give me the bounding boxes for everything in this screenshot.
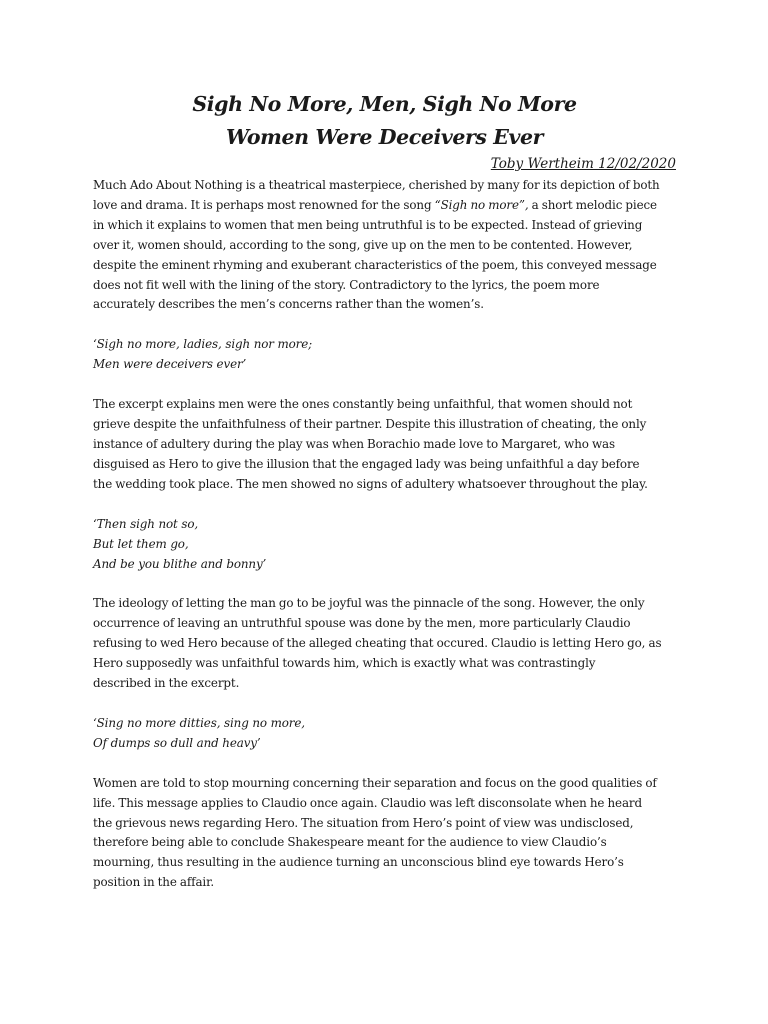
body-paragraph-4 xyxy=(93,774,676,893)
lyric-line: ‘Then sigh not so, xyxy=(93,516,199,531)
lyric-line: ‘Sing no more ditties, sing no more, xyxy=(93,715,305,730)
lyric-line: Of dumps so dull and heavy’ xyxy=(93,735,261,750)
lyric-quote-2 xyxy=(93,515,676,575)
text-line: occurrence of leaving an untruthful spouse was done by the men, more particularly Claudio xyxy=(93,616,631,631)
lyric-quote-1 xyxy=(93,335,676,375)
lyric-line: ʻSigh no more, ladies, sigh nor more; xyxy=(93,337,313,352)
text-line: described in the excerpt. xyxy=(93,676,240,691)
text-line: grieve despite the unfaithfulness of their partner. Despite this illustration of cheating, the only xyxy=(93,417,647,432)
text-line: Much Ado About Nothing is a theatrical masterpiece, cherished by many for its depiction of both xyxy=(93,178,660,192)
title-line-2: Women Were Deceivers Ever xyxy=(225,125,544,149)
text-line: despite the eminent rhyming and exuberant characteristics of the poem, this conveyed message xyxy=(93,257,657,272)
intro-paragraph xyxy=(93,176,676,315)
lyric-line: But let them go, xyxy=(93,536,189,551)
text-line: The excerpt explains men were the ones constantly being unfaithful, that women should not xyxy=(93,397,633,412)
text-line: disguised as Hero to give the illusion that the engaged lady was being unfaithful a day before xyxy=(93,456,640,471)
text-line: the wedding took place. The men showed no signs of adultery whatsoever throughout the play. xyxy=(93,476,648,491)
text-line: therefore being able to conclude Shakespeare meant for the audience to view Claudio’s xyxy=(93,835,607,850)
text-line: instance of adultery during the play was when Borachio made love to Margaret, who was xyxy=(93,436,615,451)
document-title xyxy=(93,88,676,154)
text-segment: love and drama. It is perhaps most renowned for the song xyxy=(93,197,435,212)
body-paragraph-3 xyxy=(93,594,676,694)
text-line: Hero supposedly was unfaithful towards him, which is exactly what was contrastingly xyxy=(93,656,596,671)
text-line: the grievous news regarding Hero. The situation from Hero’s point of view was undisclosed, xyxy=(93,815,634,830)
lyric-quote-3 xyxy=(93,714,676,754)
song-title-quote: “Sigh no more”, xyxy=(434,197,529,212)
text-line: position in the affair. xyxy=(93,875,215,890)
lyric-line: And be you blithe and bonny’ xyxy=(93,556,267,571)
author-date-byline: Toby Wertheim 12/02/2020 xyxy=(490,156,676,172)
text-line: refusing to wed Hero because of the alleged cheating that occured. Claudio is letting Hero go, as xyxy=(93,636,662,651)
lyric-line: Men were deceivers ever’ xyxy=(93,357,247,372)
text-line: Women are told to stop mourning concerning their separation and focus on the good qualities of xyxy=(93,775,657,790)
text-line: over it, women should, according to the song, give up on the men to be contented. However, xyxy=(93,237,633,252)
text-line: accurately describes the men’s concerns rather than the women’s. xyxy=(93,297,484,312)
text-line xyxy=(93,196,676,216)
text-line: mourning, thus resulting in the audience turning an unconscious blind eye towards Hero’s xyxy=(93,855,624,870)
text-line: does not fit well with the lining of the story. Contradictory to the lyrics, the poem more xyxy=(93,277,600,292)
title-line-1: Sigh No More, Men, Sigh No More xyxy=(192,92,577,116)
body-paragraph-2 xyxy=(93,395,676,495)
text-line: life. This message applies to Claudio once again. Claudio was left disconsolate when he heard xyxy=(93,795,642,810)
text-line: The ideology of letting the man go to be joyful was the pinnacle of the song. However, the only xyxy=(93,596,645,611)
text-line: in which it explains to women that men being untruthful is to be expected. Instead of grieving xyxy=(93,217,643,232)
text-segment: a short melodic piece xyxy=(528,197,657,212)
